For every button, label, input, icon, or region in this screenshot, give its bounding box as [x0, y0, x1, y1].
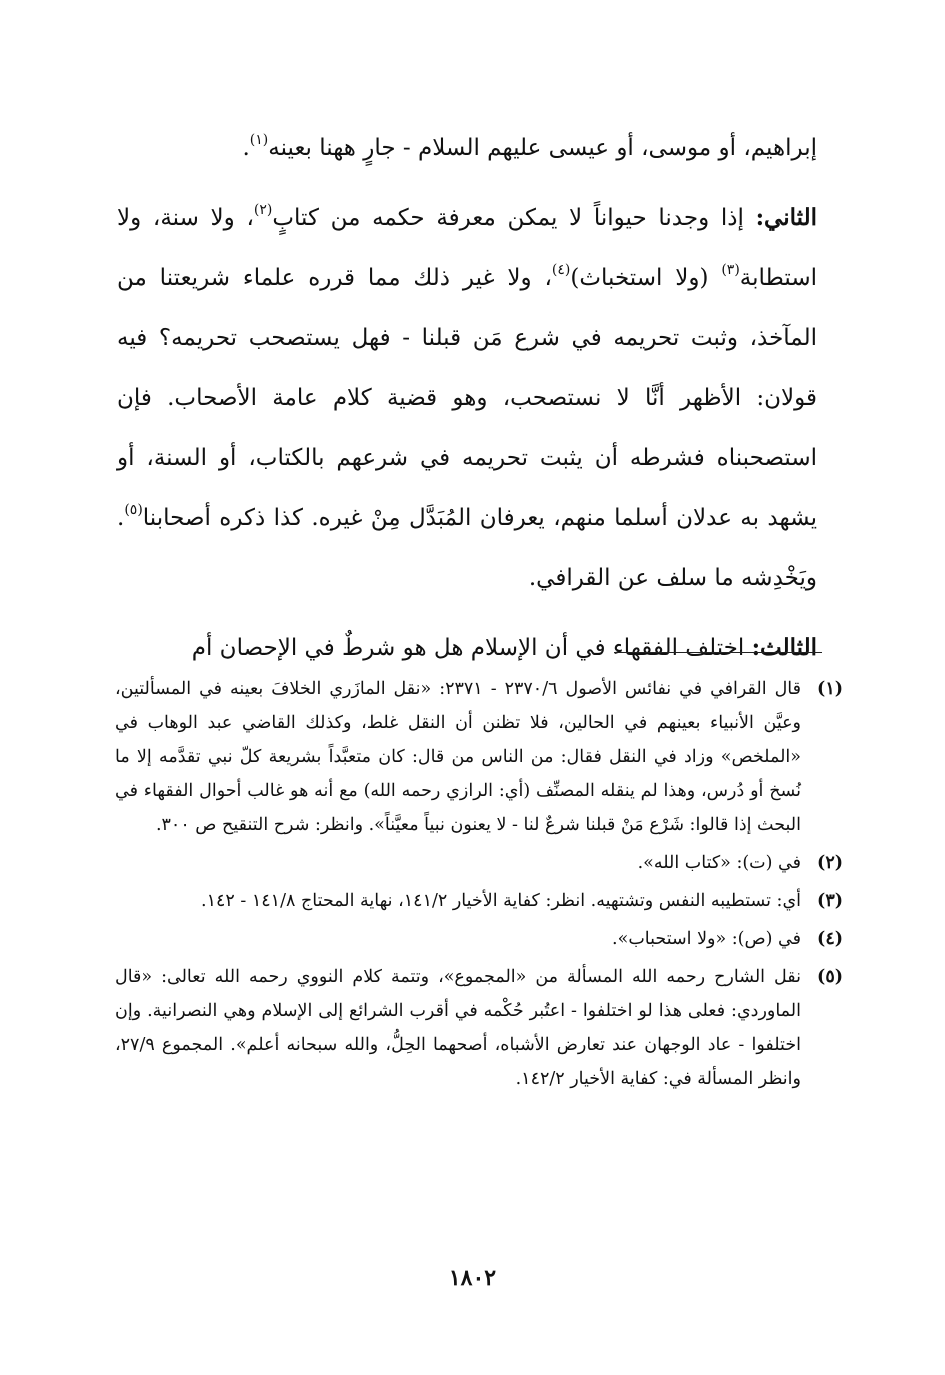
paragraph-1: [117, 118, 817, 178]
footnote-ref-3: (٣): [721, 262, 740, 279]
footnote-text: في (ص): «ولا استحباب».: [612, 929, 801, 949]
paragraph-third: [117, 618, 817, 678]
page-number: ١٨٠٢: [448, 1265, 497, 1291]
footnote-1: [115, 672, 843, 842]
footnote-ref-2: (٢): [253, 202, 273, 219]
footnote-number: (٣): [817, 891, 843, 911]
footnote-text: قال القرافي في نفائس الأصول ٢٣٧٠/٦ - ٢٣٧١: «نقل المازَري الخلافَ بعينه في المسألتين، وعيَّن الأنبياء بعينهم في الحالين، فلا تظنن أن النقل غلط، وكذلك القاضي عبد الوهاب في «الملخص» وزاد في النقل فقال: من الناس من قال: كان متعبَّداً بشريعة كلّ نبي تقدَّمه إلا ما نُسخ أو دُرس، وهذا لم ينقله المصنِّف (أي: الرازي رحمه الله) مع أنه هو غالب أحوال الفقهاء في البحث إذا قالوا: شَرْع مَنْ قبلنا شرعٌ لنا - لا يعنون نبياً معيَّناً». وانظر: شرح التنقيح ص ٣٠٠.: [115, 679, 801, 835]
paragraph-third-text: اختلف الفقهاء في أن الإسلام هل هو شرطٌ في الإحصان أم: [191, 635, 752, 661]
footnotes: [115, 672, 843, 1100]
footnote-text: في (ت): «كتاب الله».: [637, 853, 801, 873]
footnote-5: [115, 960, 843, 1096]
footnote-ref-1: (١): [249, 132, 269, 149]
footnote-number: (٢): [817, 853, 843, 873]
footnote-number: (٤): [817, 929, 843, 949]
footnote-number: (١): [817, 679, 843, 699]
footnote-text: أي: تستطيبه النفس وتشتهيه. انظر: كفاية الأخيار ١٤١/٢، نهاية المحتاج ١٤١/٨ - ١٤٢.: [201, 891, 801, 911]
footnote-separator: [614, 652, 822, 653]
paragraph-second-part-c: (ولا استخباث): [570, 265, 722, 291]
section-lead-third: الثالث:: [751, 634, 817, 661]
footnote-ref-5: (٥): [124, 502, 143, 519]
paragraph-second: [117, 188, 817, 608]
footnote-number: (٥): [817, 967, 843, 987]
paragraph-1-tail: .: [242, 135, 250, 161]
footnote-4: [115, 922, 843, 956]
footnote-2: [115, 846, 843, 880]
section-lead-second: الثاني:: [755, 204, 817, 231]
footnote-3: [115, 884, 843, 918]
paragraph-second-part-d: ، ولا غير ذلك مما قرره علماء شريعتنا من المآخذ، وثبت تحريمه في شرع مَن قبلنا - فهل يستصحب تحريمه؟ فيه قولان: الأظهر أنَّا لا نستصحب، وهو قضية كلام عامة الأصحاب. فإن استصحبناه فشرطه أن يثبت تحريمه في شرعهم بالكتاب، أو السنة، أو يشهد به عدلان أسلما منهم، يعرفان المُبَدَّل مِنْ غيره. كذا ذكره أصحابنا: [117, 265, 817, 531]
paragraph-1-text: إبراهيم، أو موسى، أو عيسى عليهم السلام - جارٍ ههنا بعينه: [268, 135, 817, 161]
main-text: [117, 118, 817, 678]
paragraph-second-part-b: ، ولا سنة، ولا استطابة: [117, 205, 817, 291]
footnote-text: نقل الشارح رحمه الله المسألة من «المجموع»، وتتمة كلام النووي رحمه الله تعالى: «قال الماوردي: فعلى هذا لو اختلفوا - اعتُبر حُكْمه في أقرب الشرائع إلى الإسلام وهي النصرانية. وإن اختلفوا - عاد الوجهان عند تعارض الأشباه، أصحهما الحِلُّ، والله سبحانه أعلم». المجموع ٢٧/٩، وانظر المسألة في: كفاية الأخيار ١٤٢/٢.: [115, 967, 801, 1089]
paragraph-second-part-a: إذا وجدنا حيواناً لا يمكن معرفة حكمه من كتابٍ: [272, 205, 756, 231]
footnote-ref-4: (٤): [551, 262, 571, 279]
paragraph-second-part-e: . ويَخْدِشه ما سلف عن القرافي.: [117, 505, 817, 591]
